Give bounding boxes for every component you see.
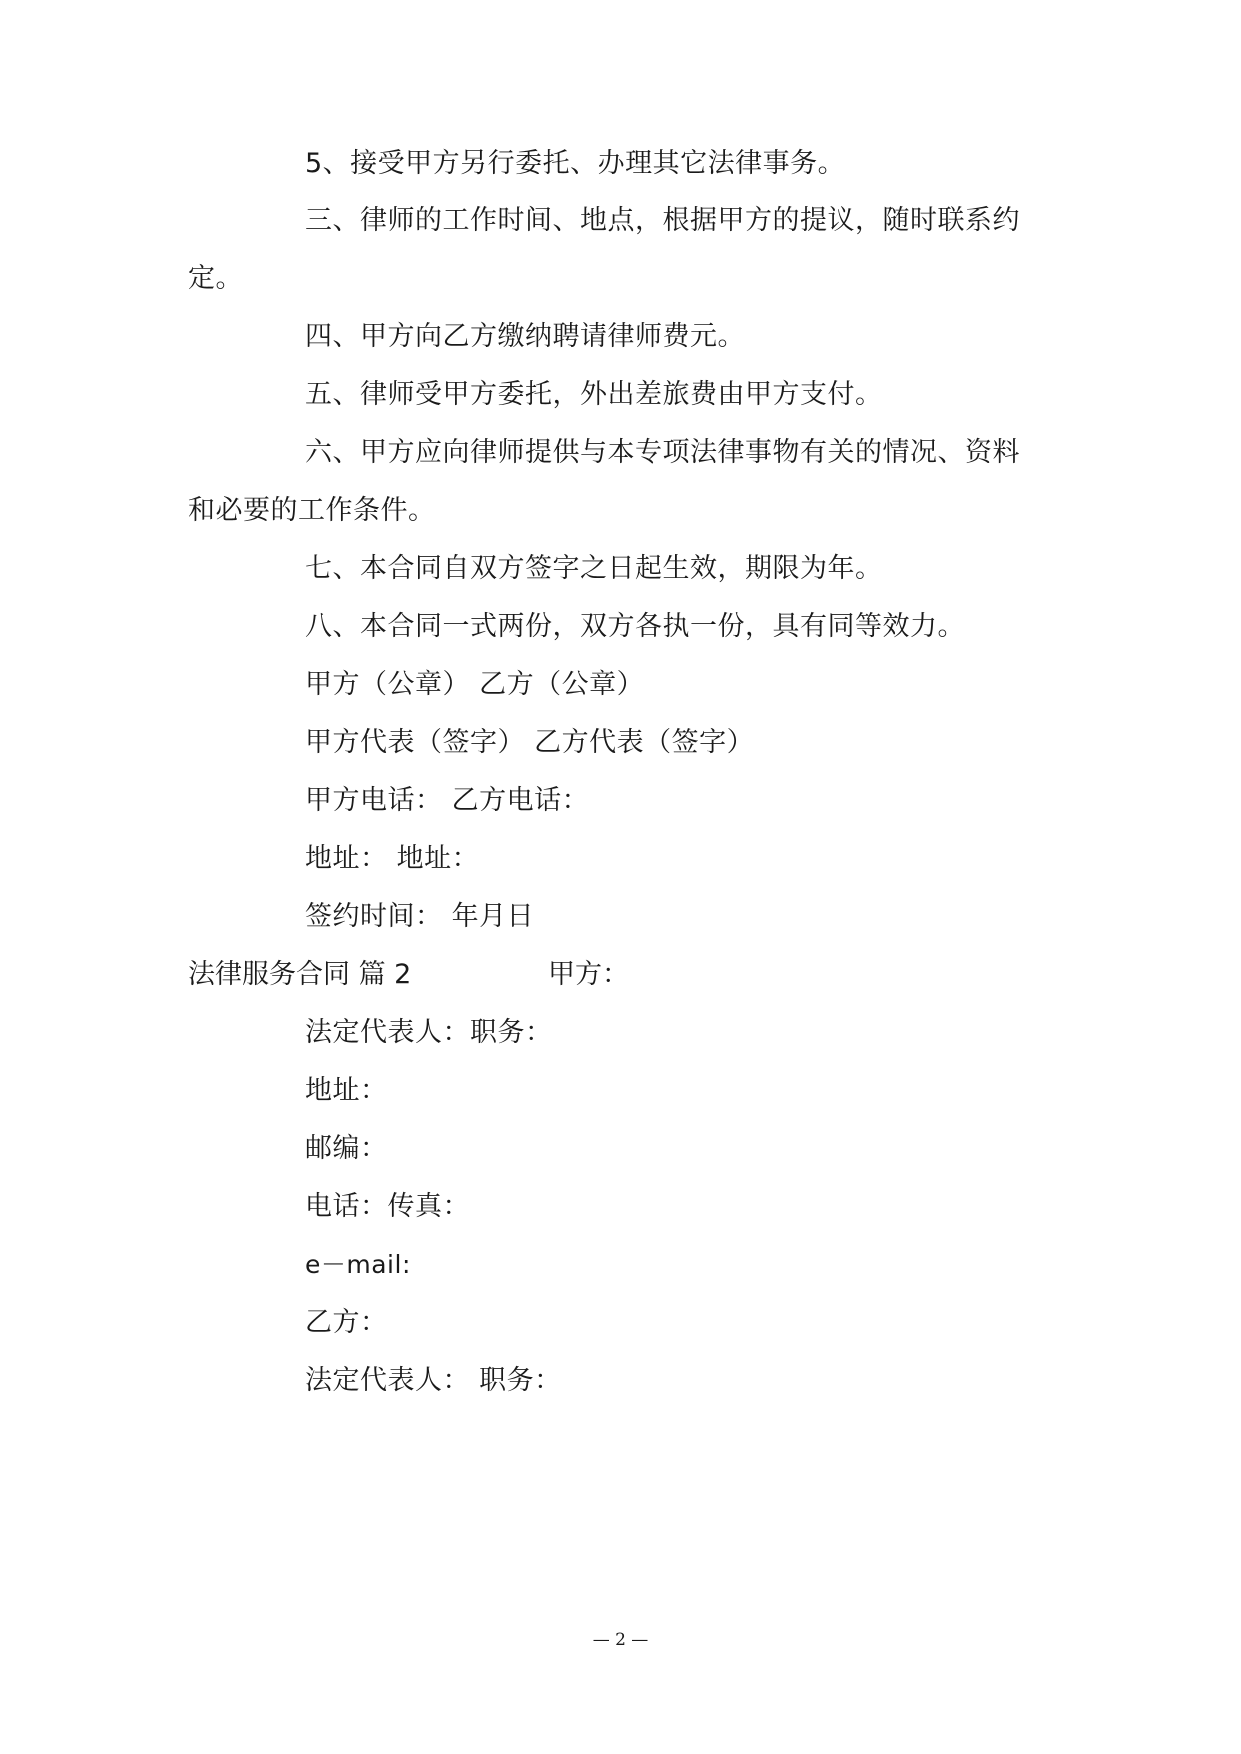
- clause-7-line: 七、本合同自双方签字之日起生效，期限为年。: [305, 553, 883, 584]
- clause-5-line: 5、接受甲方另行委托、办理其它法律事务。: [305, 148, 846, 179]
- clause-6-line-1: 六、甲方应向律师提供与本专项法律事物有关的情况、资料: [305, 437, 1020, 468]
- clause-6-line-2: 和必要的工作条件。: [188, 495, 436, 526]
- party-b-legal-rep-line: 法定代表人： 职务：: [305, 1365, 562, 1396]
- clause-3-line-1: 三、律师的工作时间、地点，根据甲方的提议，随时联系约: [305, 205, 1020, 236]
- representative-line: 甲方代表（签字） 乙方代表（签字）: [305, 727, 755, 758]
- party-a-legal-rep-line: 法定代表人：职务：: [305, 1017, 553, 1048]
- page-number: — 2 —: [592, 1630, 649, 1650]
- party-a-phone-fax-line: 电话：传真：: [305, 1191, 470, 1222]
- address-line: 地址： 地址：: [305, 843, 480, 874]
- clause-8-line: 八、本合同一式两份，双方各执一份，具有同等效力。: [305, 611, 965, 642]
- seal-line: 甲方（公章） 乙方（公章）: [305, 669, 645, 700]
- clause-4-line: 四、甲方向乙方缴纳聘请律师费元。: [305, 321, 745, 352]
- clause-5b-line: 五、律师受甲方委托，外出差旅费由甲方支付。: [305, 379, 883, 410]
- party-b-line: 乙方：: [305, 1307, 388, 1338]
- party-a-postcode-line: 邮编：: [305, 1133, 388, 1164]
- signing-date-line: 签约时间： 年月日: [305, 901, 535, 932]
- party-a-email-line: e－mail:: [305, 1250, 411, 1279]
- party-a-address-line: 地址：: [305, 1075, 388, 1106]
- clause-3-line-2: 定。: [188, 263, 243, 294]
- section-2-party-a: 甲方：: [548, 959, 629, 990]
- section-2-title: 法律服务合同 篇 2: [188, 959, 412, 990]
- phone-line: 甲方电话： 乙方电话：: [305, 785, 590, 816]
